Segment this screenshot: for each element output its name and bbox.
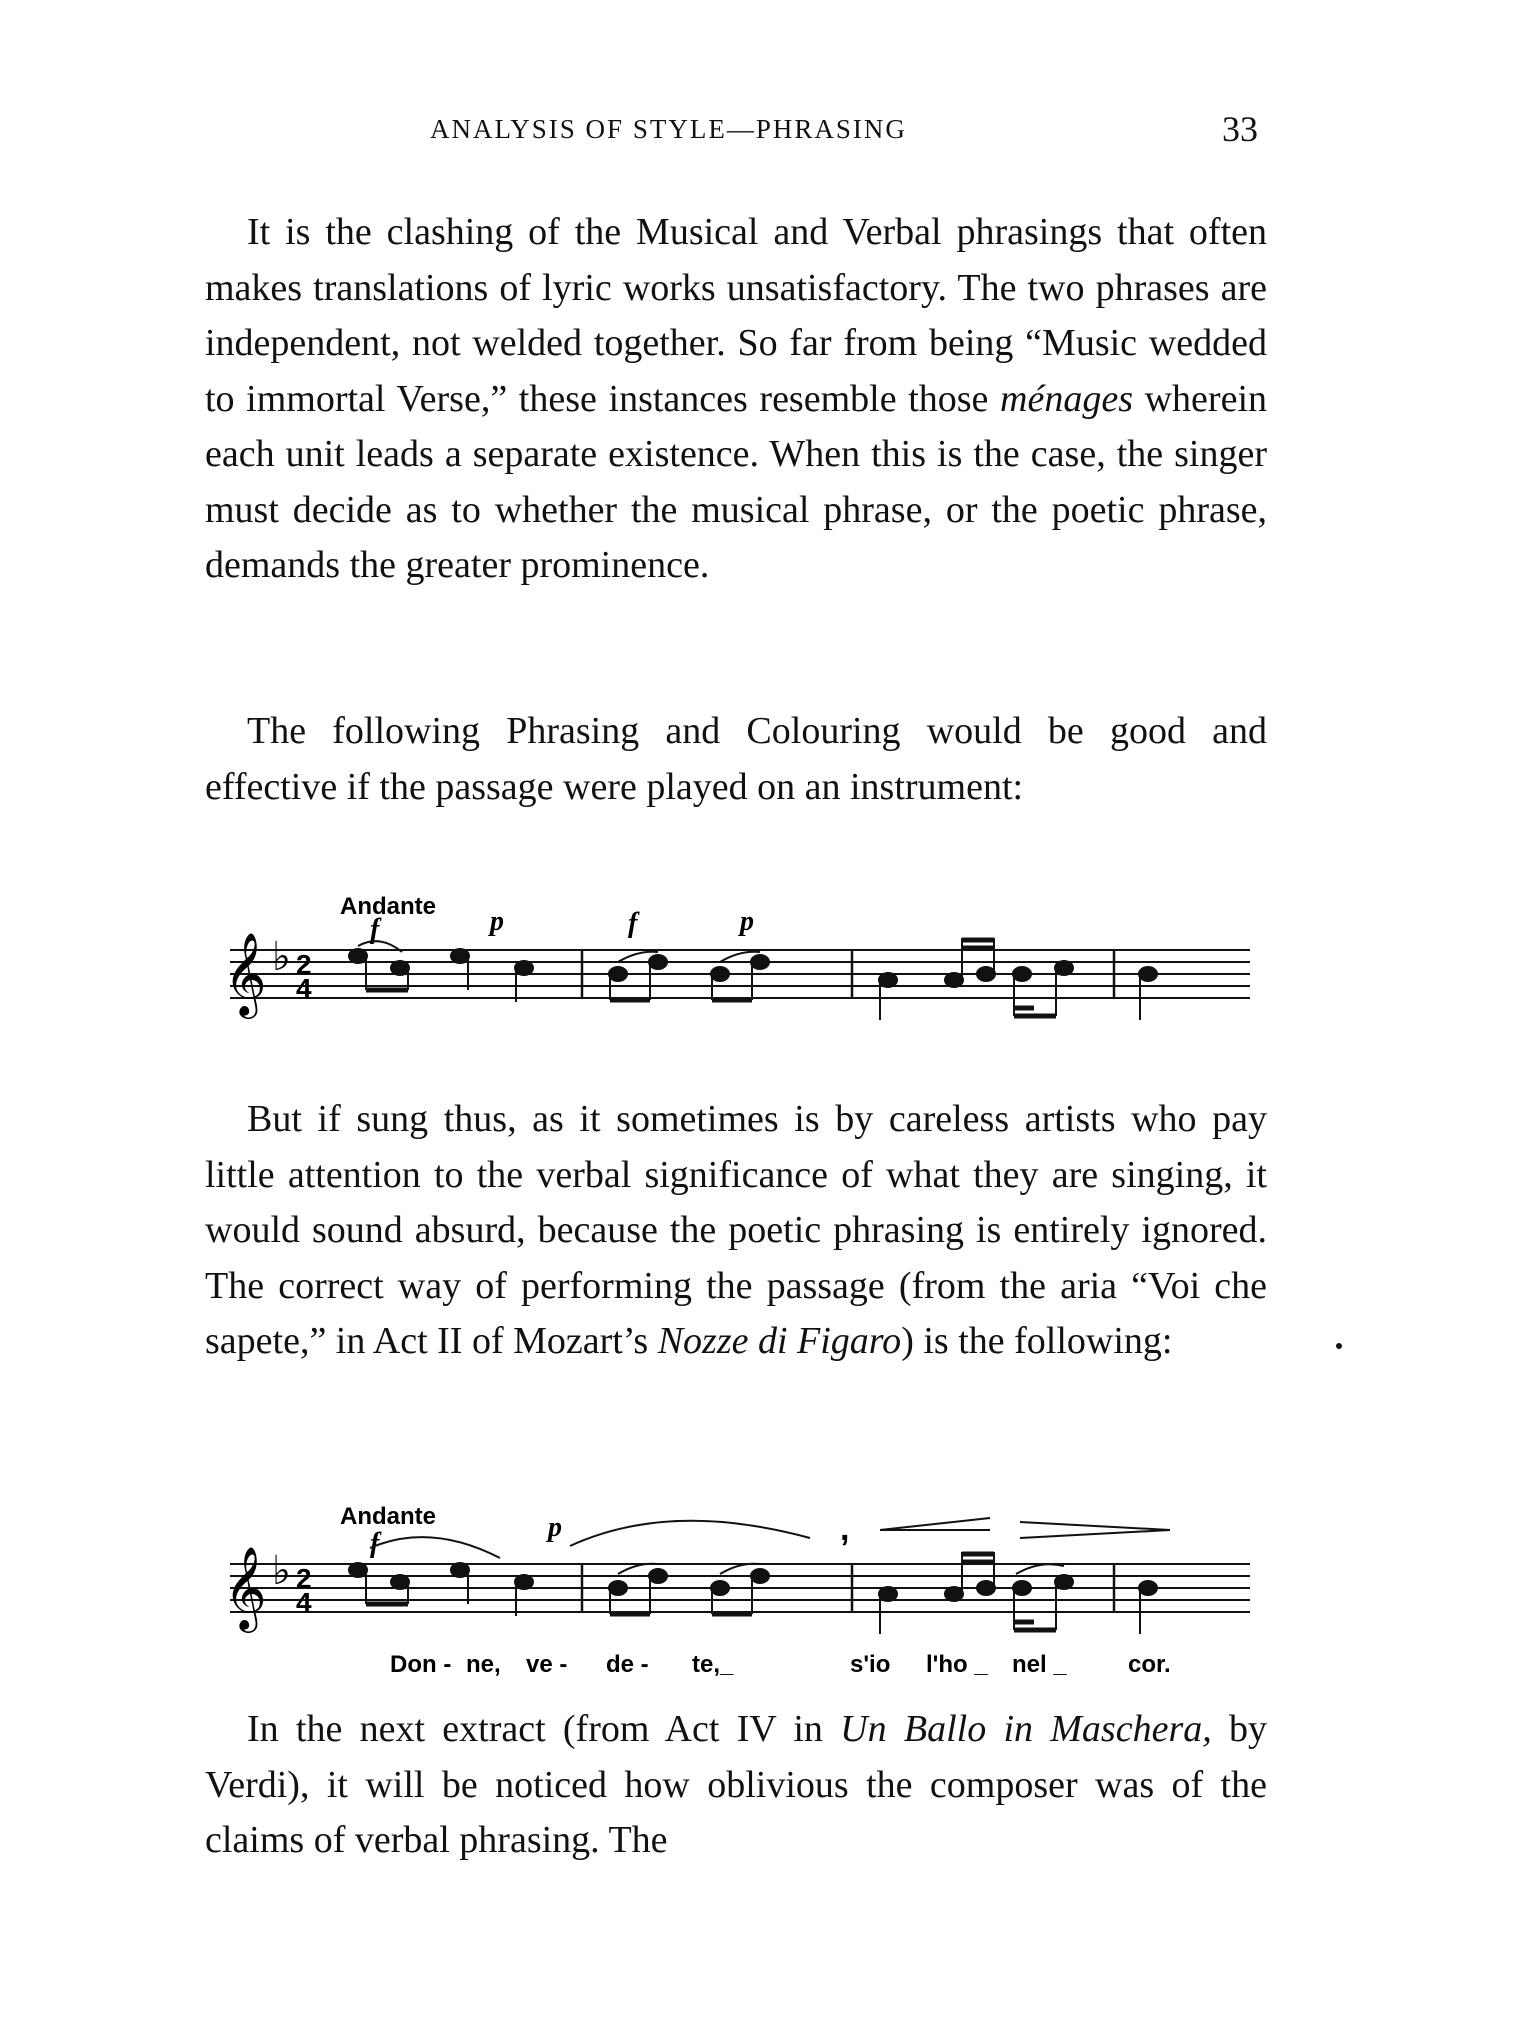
lyric-syllable: ve - bbox=[526, 1651, 568, 1678]
page-number: 33 bbox=[1222, 109, 1258, 149]
running-head: ANALYSIS OF STYLE—PHRASING bbox=[430, 114, 907, 144]
lyric-syllable: ne, bbox=[466, 1651, 501, 1678]
dynamic-f: f bbox=[370, 1528, 380, 1559]
music-example-vocal bbox=[224, 1500, 1270, 1680]
lyric-syllable: cor. bbox=[1128, 1651, 1171, 1678]
music-staff-1 bbox=[224, 890, 1270, 1040]
paragraph-4-text-after: by Verdi), it will be noticed how oblivious the composer was of the claims of verbal phrasing. The bbox=[205, 1708, 1267, 1861]
paragraph-1-text: It is the clashing of the Musical and Verbal phrasings that often makes translations of lyric works unsatisfactory. The two phrases are independent, not welded together. So far from being “Music wedded to immortal Verse,” these instances resemble those bbox=[205, 211, 1267, 420]
paragraph-4-italic: Un Ballo in Maschera, bbox=[840, 1708, 1212, 1750]
time-signature-top: 2 bbox=[296, 1563, 312, 1594]
flat-icon: ♭ bbox=[272, 934, 291, 980]
lyric-syllable: de - bbox=[606, 1651, 649, 1678]
paragraph-4-text: In the next extract (from Act IV in bbox=[247, 1708, 841, 1750]
paragraph-3-text-after: ) is the following: bbox=[901, 1320, 1173, 1362]
time-signature-bottom: 4 bbox=[296, 1587, 312, 1618]
paragraph-3 bbox=[205, 1092, 1267, 1370]
dynamic-f: f bbox=[370, 914, 380, 945]
paragraph-3-italic: Nozze di Figaro bbox=[657, 1320, 902, 1362]
dynamic-p: p bbox=[490, 906, 504, 937]
treble-clef-icon: 𝄞 bbox=[224, 1545, 267, 1629]
lyrics-line bbox=[390, 1651, 1171, 1678]
paragraph-2 bbox=[205, 704, 1267, 815]
lyric-syllable: Don - bbox=[390, 1651, 452, 1678]
dynamic-p: p bbox=[548, 1512, 562, 1543]
tempo-marking: Andante bbox=[340, 1503, 436, 1530]
paragraph-1-italic: ménages bbox=[1000, 377, 1133, 420]
paragraph-4 bbox=[205, 1702, 1267, 1869]
paragraph-1 bbox=[205, 205, 1267, 594]
flat-icon: ♭ bbox=[272, 1548, 291, 1594]
lyric-syllable: nel _ bbox=[1012, 1651, 1067, 1678]
paragraph-2-text: The following Phrasing and Colouring would be good and effective if the passage were played on an instrument: bbox=[205, 710, 1267, 808]
music-staff-2 bbox=[224, 1500, 1270, 1680]
tempo-marking: Andante bbox=[340, 893, 436, 920]
dynamic-f: f bbox=[628, 908, 638, 939]
lyric-syllable: l'ho _ bbox=[926, 1651, 988, 1678]
breath-mark: , bbox=[840, 1510, 850, 1548]
stray-mark bbox=[1336, 1343, 1342, 1349]
lyric-syllable: te,_ bbox=[692, 1651, 734, 1678]
paragraph-1-text-after: wherein each unit leads a separate existence. When this is the case, the singer must decide as to whether the musical phrase, or the poetic phrase, demands the greater prominence. bbox=[205, 377, 1268, 586]
time-signature-top: 2 bbox=[296, 949, 312, 980]
slurs bbox=[358, 941, 760, 962]
treble-clef-icon: 𝄞 bbox=[224, 931, 267, 1015]
lyric-syllable: s'io bbox=[850, 1651, 891, 1678]
paragraph-3-text: But if sung thus, as it sometimes is by careless artists who pay little attention to the verbal significance of what they are singing, it would sound absurd, because the poetic phrasing is entirely ignored. The correct way of performing the passage (from the aria “Voi che sapete,” in Act II of Mozart’s bbox=[205, 1098, 1267, 1362]
music-example-instrumental bbox=[224, 890, 1270, 1040]
page-header bbox=[200, 108, 1280, 158]
time-signature-bottom: 4 bbox=[296, 973, 312, 1004]
phrase-slurs bbox=[370, 1518, 1170, 1574]
dynamic-p: p bbox=[740, 906, 754, 937]
